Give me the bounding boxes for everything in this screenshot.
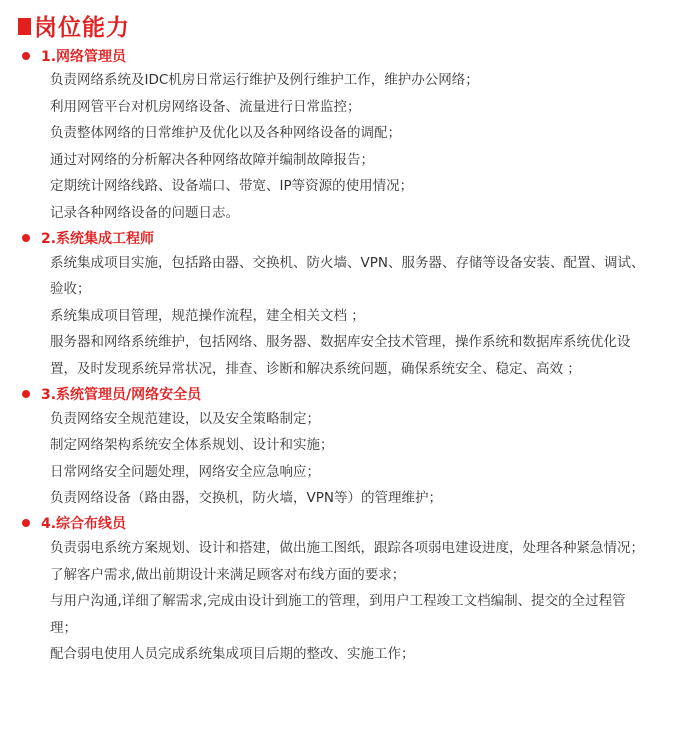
duty-item: 负责网络安全规范建设，以及安全策略制定； xyxy=(50,410,320,427)
bullet-icon xyxy=(22,234,30,242)
section-network-admin xyxy=(18,44,660,227)
duty-item: 负责弱电系统方案规划、设计和搭建，做出施工图纸，跟踪各项弱电建设进度，处理各种紧急情况； xyxy=(50,539,644,556)
section-header xyxy=(22,512,660,535)
duty-item: 记录各种网络设备的问题日志。 xyxy=(50,204,239,221)
section-title: 2.系统集成工程师 xyxy=(41,231,155,248)
duty-item: 定期统计网络线路、设备端口、带宽、IP等资源的使用情况； xyxy=(50,178,414,195)
duty-item: 与用户沟通,详细了解需求,完成由设计到施工的管理，到用户工程竣工文档编制、提交的全过程管理； xyxy=(50,593,626,636)
duty-item: 负责网络设备（路由器，交换机，防火墙，VPN等）的管理维护； xyxy=(50,490,442,507)
section-cabling xyxy=(18,512,660,668)
duty-item: 配合弱电使用人员完成系统集成项目后期的整改、实施工作； xyxy=(50,646,415,663)
duty-list xyxy=(18,67,660,227)
duty-item: 日常网络安全问题处理，网络安全应急响应； xyxy=(50,463,320,480)
section-header xyxy=(22,227,660,250)
bullet-icon xyxy=(22,390,30,398)
duty-item: 系统集成项目实施，包括路由器、交换机、防火墙、VPN、服务器、存储等设备安装、配置、调试、验收； xyxy=(50,254,645,298)
page-header xyxy=(18,6,660,44)
page-title: 岗位能力 xyxy=(34,14,130,41)
duty-list xyxy=(18,406,660,512)
section-title: 1.网络管理员 xyxy=(41,48,127,65)
duty-item: 制定网络架构系统安全体系规划、设计和实施； xyxy=(50,437,334,454)
bullet-icon xyxy=(22,519,30,527)
section-title: 3.系统管理员/网络安全员 xyxy=(41,387,202,404)
duty-item: 系统集成项目管理，规范操作流程，建全相关文档 ； xyxy=(50,307,365,324)
duty-item: 负责整体网络的日常维护及优化以及各种网络设备的调配； xyxy=(50,125,401,142)
title-square-icon xyxy=(18,18,31,35)
section-title: 4.综合布线员 xyxy=(41,516,127,533)
section-header xyxy=(22,383,660,406)
duty-list xyxy=(18,250,660,383)
bullet-icon xyxy=(22,52,30,60)
section-system-integration xyxy=(18,227,660,383)
duty-list xyxy=(18,535,660,668)
duty-item: 服务器和网络系统维护，包括网络、服务器、数据库安全技术管理，操作系统和数据库系统优化设置，及时发现系统异常状况，排查、诊断和解决系统问题，确保系统安全、稳定、高效 ； xyxy=(50,334,631,377)
duty-item: 利用网管平台对机房网络设备、流量进行日常监控； xyxy=(50,98,361,115)
duty-item: 通过对网络的分析解决各种网络故障并编制故障报告； xyxy=(50,151,374,168)
section-header xyxy=(22,44,660,67)
duty-item: 了解客户需求,做出前期设计来满足顾客对布线方面的要求； xyxy=(50,566,406,583)
section-security xyxy=(18,383,660,512)
duty-item: 负责网络系统及IDC机房日常运行维护及例行维护工作，维护办公网络； xyxy=(50,72,479,88)
